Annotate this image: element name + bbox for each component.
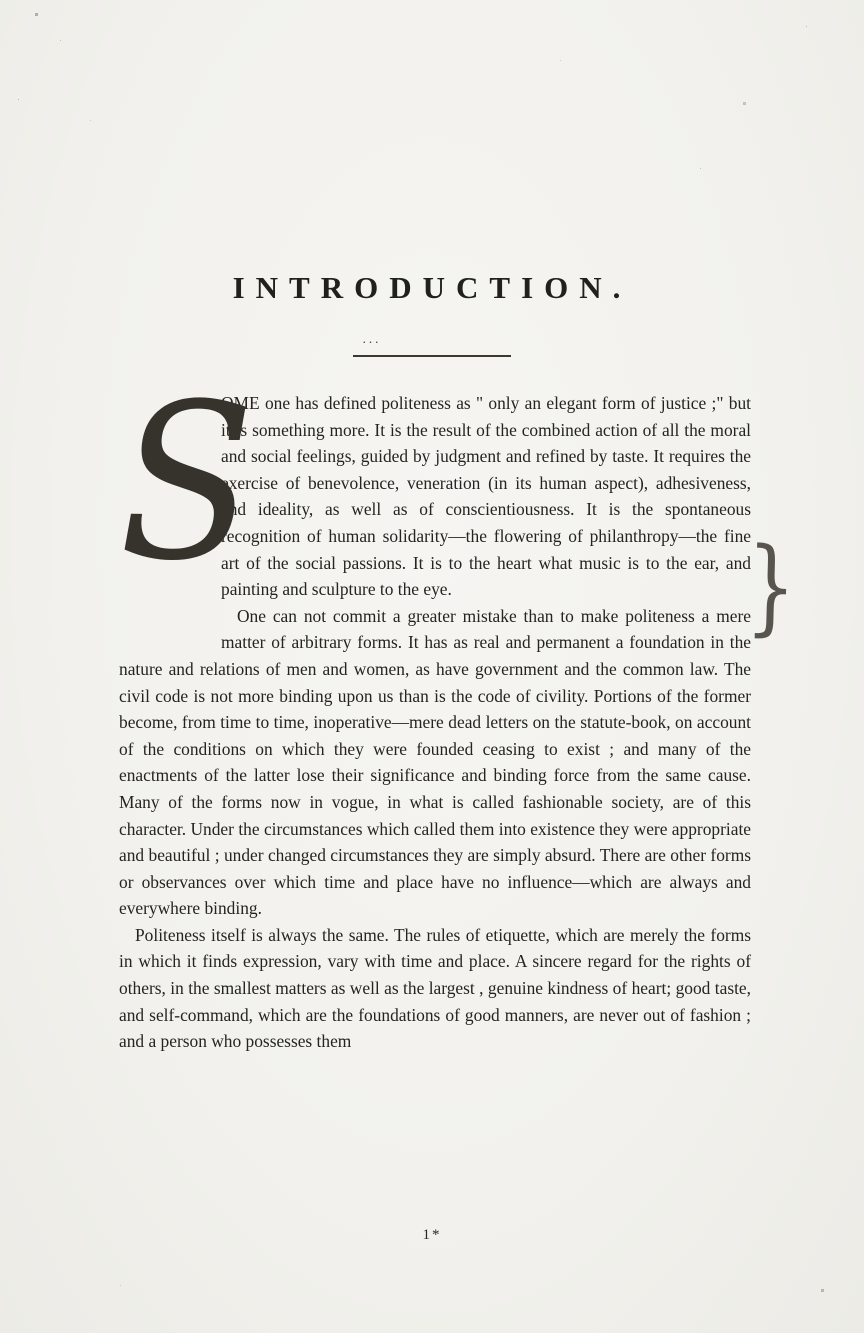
margin-brace-annotation: } <box>744 523 798 649</box>
page-signature-mark: 1* <box>422 1227 442 1243</box>
paragraph: Politeness itself is always the same. The rules of etiquette, which are merely the forms in which it finds expression, vary with time and place. A sincere regard for the rights of others, in the smallest matters as well as the largest , genuine kindness of heart; good taste, and self-command, which are the foundations of good manners, are never out of fashion ; and a person who possesses them <box>119 924 751 1052</box>
opening-paragraph <box>118 357 751 608</box>
page-title: INTRODUCTION. <box>232 270 632 305</box>
opening-paragraph-text: OME one has defined politeness as " only an elegant form of justice ;" but it is something more. It is the result of the combined action of all the moral and social feelings, guided by judgment and refined by taste. It requires the exercise of benevolence, veneration (in its human aspect), adhesiveness, and ideality, as well as of conscientiousness. It is the spontaneous recognition of human solidarity—the flowering of philanthropy—the fine art of the social passions. It is to the heart what music is to the ear, and painting and sculpture to the eye. <box>221 393 751 600</box>
paragraph: One can not commit a greater mistake than to make politeness a mere matter of arbitrary forms. It has as real and permanent a foundation in the nature and relations of men and women, as have government and the common law. The civil code is not more binding upon us than is the code of civility. Portions of the former become, from time to time, inoperative—mere dead letters on the statute-book, on account of the conditions on which they were founded ceasing to exist ; and many of the enactments of the latter lose their significance and binding force from the same cause. Many of the forms now in vogue, in what is called fashionable society, are of this character. Under the circumstances which called them into existence they were appropriate and beautiful ; under changed circumstances they are simply absurd. There are other forms or observances over which time and place have no influence—which are always and everywhere binding. <box>119 605 751 919</box>
ornamental-initial <box>118 357 255 630</box>
divider-dots: ... <box>362 331 382 346</box>
divider-rule <box>353 355 511 357</box>
body-text-block <box>118 357 751 1055</box>
scan-noise-speckles <box>0 0 1 1</box>
drop-cap-letter: S <box>118 357 255 608</box>
